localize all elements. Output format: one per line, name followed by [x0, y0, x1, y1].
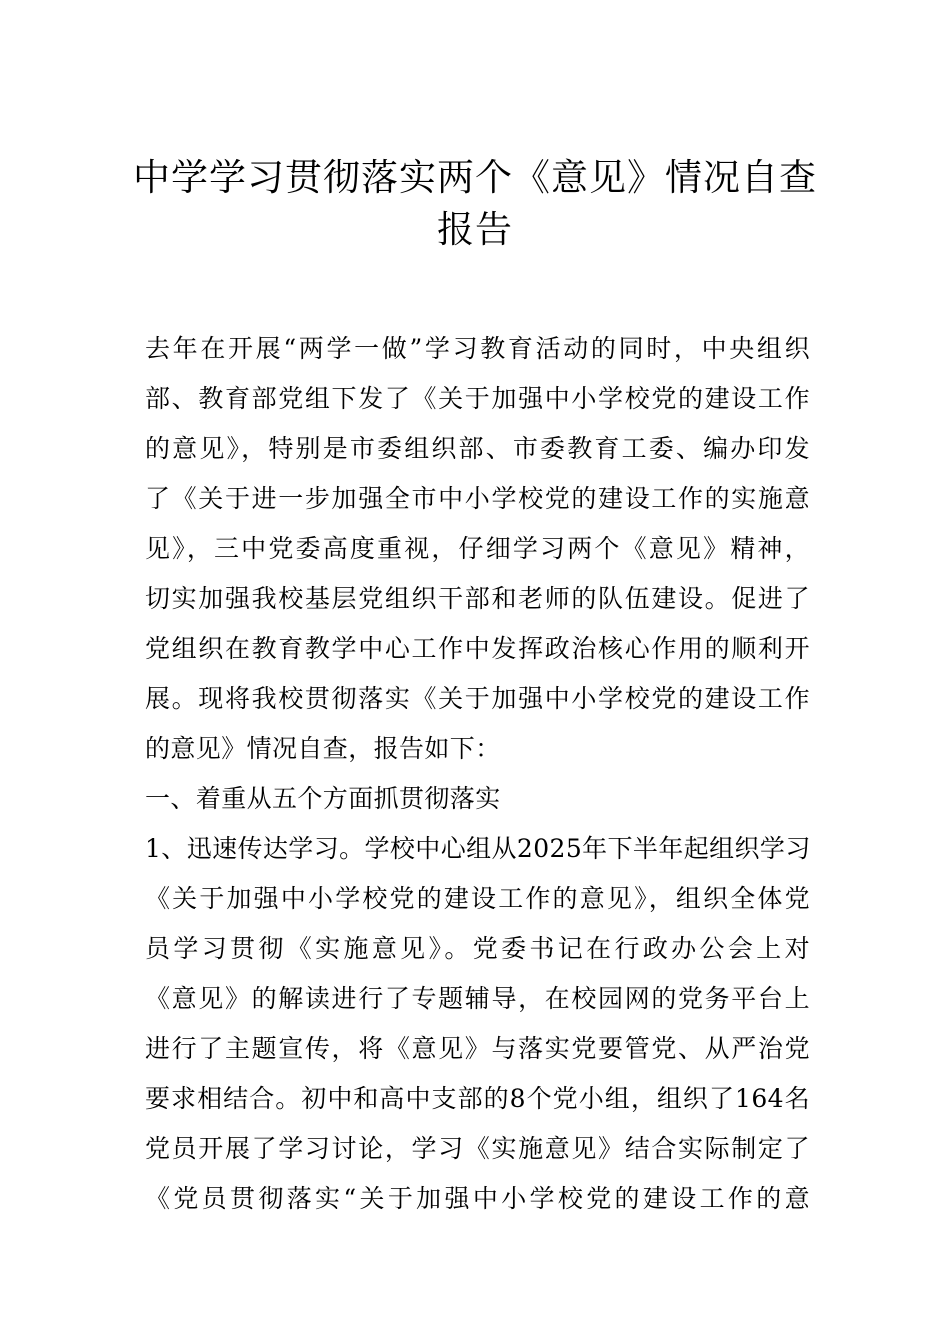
text-line: 《意见》的解读进行了专题辅导，在校园网的党务平台上: [145, 984, 810, 1013]
text-line: 见》，三中党委高度重视，仔细学习两个《意见》精神，: [145, 534, 810, 563]
title-line-2: 报告: [437, 208, 513, 251]
text-line: 的意见》情况自查，报告如下：: [145, 734, 501, 763]
section-heading-1: [145, 774, 810, 824]
text-line: 要求相结合。初中和高中支部的8个党小组，组织了164名: [145, 1084, 810, 1113]
paragraph-item-1: [145, 824, 810, 1224]
document-title: [120, 152, 830, 256]
text-line: 的意见》，特别是市委组织部、市委教育工委、编办印发: [145, 434, 810, 463]
text-line: 进行了主题宣传，将《意见》与落实党要管党、从严治党: [145, 1034, 810, 1063]
text-line: 一、着重从五个方面抓贯彻落实: [145, 784, 501, 813]
text-line: 展。现将我校贯彻落实《关于加强中小学校党的建设工作: [145, 684, 810, 713]
text-line: 党组织在教育教学中心工作中发挥政治核心作用的顺利开: [145, 634, 810, 663]
text-line: 切实加强我校基层党组织干部和老师的队伍建设。促进了: [145, 584, 810, 613]
title-line-1: 中学学习贯彻落实两个《意见》情况自查: [133, 156, 817, 199]
text-line: 了《关于进一步加强全市中小学校党的建设工作的实施意: [145, 484, 810, 513]
document-body: [145, 324, 810, 1224]
text-line: 1、迅速传达学习。学校中心组从2025年下半年起组织学习: [145, 834, 811, 863]
text-line: 员学习贯彻《实施意见》。党委书记在行政办公会上对: [145, 934, 810, 963]
paragraph-intro: [145, 324, 810, 774]
text-line: 《关于加强中小学校党的建设工作的意见》，组织全体党: [145, 884, 810, 913]
text-line: 部、教育部党组下发了《关于加强中小学校党的建设工作: [145, 384, 810, 413]
text-line: 去年在开展“两学一做”学习教育活动的同时，中央组织: [145, 334, 810, 363]
text-line: 《党员贯彻落实“关于加强中小学校党的建设工作的意: [145, 1184, 810, 1213]
text-line: 党员开展了学习讨论，学习《实施意见》结合实际制定了: [145, 1134, 810, 1163]
